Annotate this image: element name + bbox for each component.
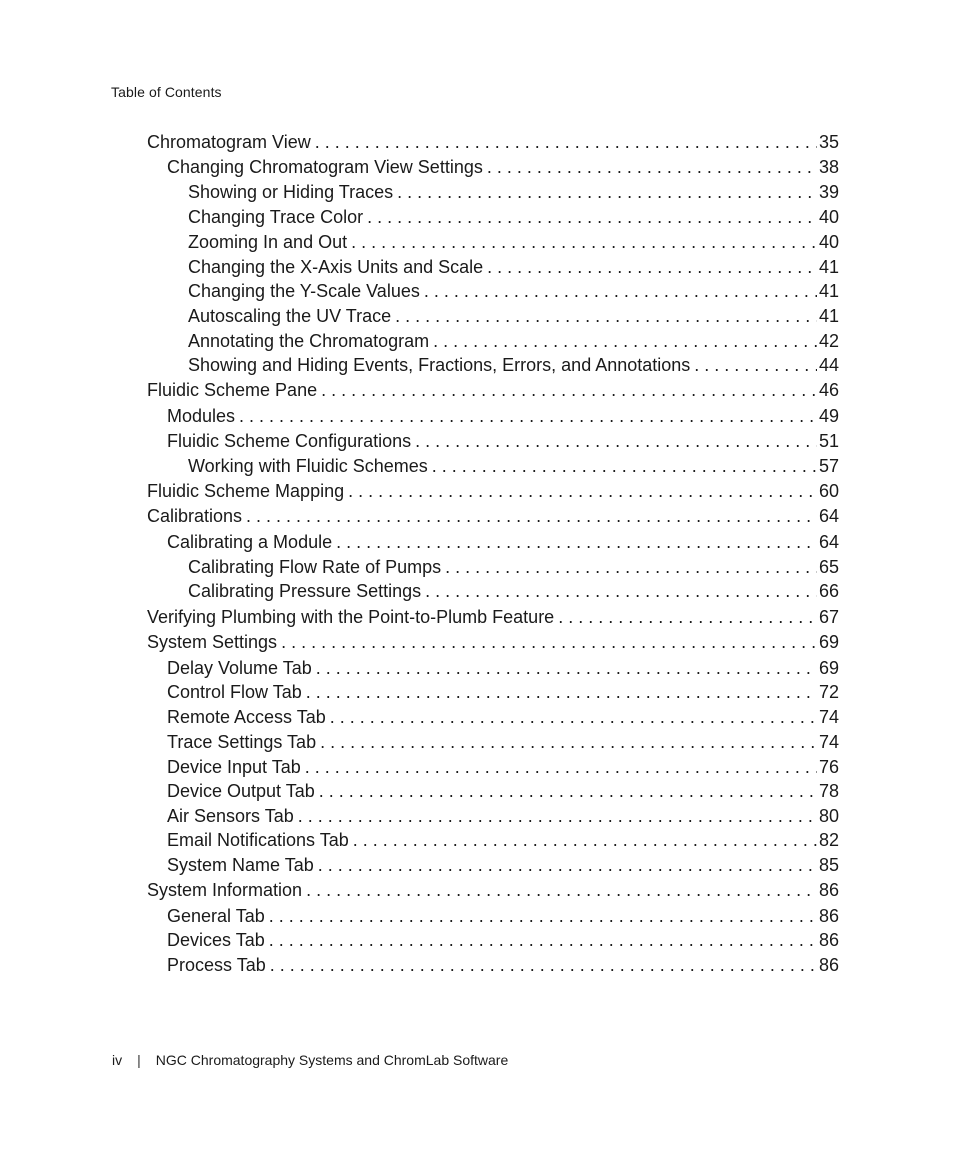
toc-entry[interactable] <box>167 904 839 928</box>
toc-entry[interactable] <box>167 656 839 680</box>
toc-entry-title: Working with Fluidic Schemes <box>188 456 428 476</box>
dot-leader <box>277 630 817 654</box>
dot-leader <box>265 928 817 952</box>
dot-leader <box>314 853 817 877</box>
dot-leader <box>235 404 817 428</box>
toc-entry-title: Trace Settings Tab <box>167 732 317 752</box>
toc-entry[interactable] <box>188 255 839 279</box>
dot-leader <box>391 304 817 328</box>
toc-entry-title: Device Output Tab <box>167 781 315 801</box>
toc-entry[interactable] <box>167 953 839 977</box>
dot-leader <box>363 205 817 229</box>
toc-entry-title: Device Input Tab <box>167 757 301 777</box>
running-header: Table of Contents <box>111 84 222 100</box>
toc-entry-title: Devices Tab <box>167 930 265 950</box>
dot-leader <box>301 755 817 779</box>
toc-entry-title: Fluidic Scheme Mapping <box>147 481 345 501</box>
toc-entry[interactable] <box>167 730 839 754</box>
toc-entry-title: Control Flow Tab <box>167 682 302 702</box>
book-title: NGC Chromatography Systems and ChromLab Software <box>155 1052 509 1068</box>
toc-entry-page: 86 <box>818 880 839 900</box>
footer-separator: | <box>137 1052 141 1068</box>
toc-entry-page: 67 <box>818 607 839 627</box>
dot-leader <box>326 705 817 729</box>
dot-leader <box>428 454 817 478</box>
toc-entry-title: Fluidic Scheme Configurations <box>167 431 412 451</box>
dot-leader <box>429 329 817 353</box>
toc-entry-page: 39 <box>818 182 839 202</box>
toc-entry[interactable] <box>188 205 839 229</box>
toc-entry-page: 74 <box>818 732 839 752</box>
toc-entry[interactable] <box>147 630 839 654</box>
toc-entry-title: Fluidic Scheme Pane <box>147 380 318 400</box>
toc-entry-page: 69 <box>818 632 839 652</box>
toc-entry[interactable] <box>147 878 839 902</box>
dot-leader <box>242 504 817 528</box>
toc-entry-title: Changing the Y-Scale Values <box>188 281 420 301</box>
toc-entry[interactable] <box>147 504 839 528</box>
toc-entry-page: 69 <box>818 658 839 678</box>
toc-entry[interactable] <box>147 130 839 154</box>
toc-entry-title: System Settings <box>147 632 278 652</box>
toc-entry[interactable] <box>188 230 839 254</box>
toc-entry[interactable] <box>188 353 839 377</box>
toc-entry[interactable] <box>167 828 839 852</box>
toc-entry-title: System Name Tab <box>167 855 314 875</box>
dot-leader <box>316 730 817 754</box>
toc-entry[interactable] <box>147 479 839 503</box>
dot-leader <box>554 605 817 629</box>
toc-entry[interactable] <box>167 705 839 729</box>
toc-entry-title: Air Sensors Tab <box>167 806 294 826</box>
dot-leader <box>266 953 817 977</box>
toc-entry-title: Delay Volume Tab <box>167 658 312 678</box>
dot-leader <box>315 779 817 803</box>
toc-entry[interactable] <box>167 530 839 554</box>
toc-entry-title: Email Notifications Tab <box>167 830 349 850</box>
toc-entry[interactable] <box>167 804 839 828</box>
toc-entry-title: Showing and Hiding Events, Fractions, Errors, and Annotations <box>188 355 691 375</box>
toc-entry-page: 57 <box>818 456 839 476</box>
toc-entry[interactable] <box>167 404 839 428</box>
toc-entry[interactable] <box>167 853 839 877</box>
toc-entry-page: 46 <box>818 380 839 400</box>
toc-entry[interactable] <box>188 454 839 478</box>
dot-leader <box>690 353 817 377</box>
toc-entry-title: Changing Chromatogram View Settings <box>167 157 483 177</box>
toc-entry-title: Remote Access Tab <box>167 707 326 727</box>
dot-leader <box>483 255 817 279</box>
toc-entry-page: 86 <box>818 906 839 926</box>
toc-entry-page: 85 <box>818 855 839 875</box>
toc-entry-title: Process Tab <box>167 955 266 975</box>
dot-leader <box>302 878 817 902</box>
toc-entry-page: 51 <box>818 431 839 451</box>
toc-entry-title: Calibrating Pressure Settings <box>188 581 422 601</box>
toc-entry-page: 41 <box>818 306 839 326</box>
dot-leader <box>317 378 817 402</box>
toc-entry[interactable] <box>188 180 839 204</box>
toc-entry[interactable] <box>147 605 839 629</box>
toc-entry[interactable] <box>188 279 839 303</box>
toc-entry-page: 82 <box>818 830 839 850</box>
dot-leader <box>420 279 817 303</box>
toc-entry-page: 60 <box>818 481 839 501</box>
toc-entry[interactable] <box>167 755 839 779</box>
dot-leader <box>347 230 817 254</box>
dot-leader <box>332 530 817 554</box>
toc-entry-page: 40 <box>818 207 839 227</box>
toc-entry-page: 64 <box>818 532 839 552</box>
toc-entry[interactable] <box>167 779 839 803</box>
toc-entry-page: 38 <box>818 157 839 177</box>
toc-entry[interactable] <box>167 155 839 179</box>
toc-entry[interactable] <box>188 329 839 353</box>
toc-entry-page: 41 <box>818 281 839 301</box>
dot-leader <box>265 904 817 928</box>
toc-entry-title: System Information <box>147 880 303 900</box>
toc-entry-title: Autoscaling the UV Trace <box>188 306 392 326</box>
toc-entry-page: 80 <box>818 806 839 826</box>
toc-entry-title: Calibrating Flow Rate of Pumps <box>188 557 442 577</box>
toc-entry-page: 78 <box>818 781 839 801</box>
toc-entry-title: Modules <box>167 406 236 426</box>
dot-leader <box>312 656 817 680</box>
toc-entry-page: 65 <box>818 557 839 577</box>
toc-entry-title: Zooming In and Out <box>188 232 348 252</box>
page-number: iv <box>112 1052 123 1068</box>
dot-leader <box>393 180 817 204</box>
toc-entry-page: 72 <box>818 682 839 702</box>
toc-entry-page: 64 <box>818 506 839 526</box>
toc-entry-title: Showing or Hiding Traces <box>188 182 394 202</box>
toc-entry[interactable] <box>188 579 839 603</box>
dot-leader <box>441 555 817 579</box>
dot-leader <box>344 479 817 503</box>
toc-entry[interactable] <box>147 378 839 402</box>
toc-entry[interactable] <box>167 928 839 952</box>
toc-entry-page: 44 <box>818 355 839 375</box>
toc-entry-title: Changing Trace Color <box>188 207 364 227</box>
toc-entry-title: General Tab <box>167 906 265 926</box>
page-footer <box>112 1052 508 1068</box>
toc-entry-page: 42 <box>818 331 839 351</box>
toc-entry-page: 40 <box>818 232 839 252</box>
dot-leader <box>421 579 817 603</box>
toc-entry[interactable] <box>167 429 839 453</box>
toc-entry-page: 41 <box>818 257 839 277</box>
toc-entry-page: 86 <box>818 955 839 975</box>
dot-leader <box>302 680 817 704</box>
dot-leader <box>483 155 817 179</box>
dot-leader <box>349 828 817 852</box>
toc-entry-page: 35 <box>818 132 839 152</box>
toc-entry-title: Changing the X-Axis Units and Scale <box>188 257 484 277</box>
toc-entry-title: Chromatogram View <box>147 132 311 152</box>
toc-entry-page: 86 <box>818 930 839 950</box>
toc-entry-page: 66 <box>818 581 839 601</box>
toc-entry-page: 76 <box>818 757 839 777</box>
toc-entry-title: Calibrations <box>147 506 243 526</box>
dot-leader <box>294 804 817 828</box>
toc-entry[interactable] <box>188 304 839 328</box>
toc-entry-title: Verifying Plumbing with the Point-to-Plumb Feature <box>147 607 555 627</box>
toc-entry-title: Calibrating a Module <box>167 532 333 552</box>
dot-leader <box>311 130 817 154</box>
dot-leader <box>411 429 817 453</box>
toc-entry[interactable] <box>167 680 839 704</box>
toc-entry-page: 74 <box>818 707 839 727</box>
toc-entry-title: Annotating the Chromatogram <box>188 331 430 351</box>
toc-entry[interactable] <box>188 555 839 579</box>
toc-entry-page: 49 <box>818 406 839 426</box>
